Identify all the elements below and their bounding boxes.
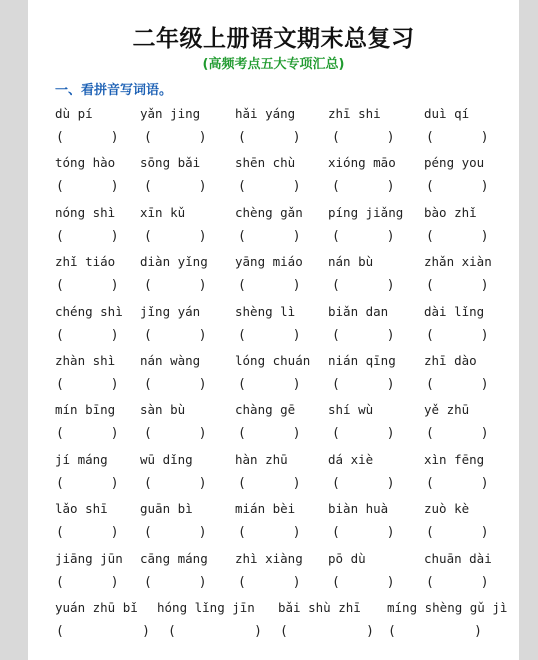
pinyin-word: jí máng — [55, 452, 108, 467]
pinyin-word: diàn yǐng — [140, 254, 208, 269]
pinyin-word: shí wù — [328, 402, 374, 417]
answer-blank[interactable]: ( ) — [56, 278, 119, 293]
answer-blank[interactable]: ( ) — [280, 624, 374, 639]
pinyin-word: hàn zhū — [235, 452, 288, 467]
answer-row — [28, 229, 519, 249]
answer-row — [28, 328, 519, 348]
answer-blank[interactable]: ( ) — [144, 229, 207, 244]
pinyin-word: jǐng yán — [140, 304, 201, 319]
pinyin-word: zhàn shì — [55, 353, 116, 368]
answer-blank[interactable]: ( ) — [426, 328, 489, 343]
answer-blank[interactable]: ( ) — [144, 377, 207, 392]
pinyin-word: pō dù — [328, 551, 366, 566]
pinyin-word: duì qí — [424, 106, 470, 121]
pinyin-word: lóng chuán — [235, 353, 311, 368]
answer-blank[interactable]: ( ) — [56, 130, 119, 145]
answer-blank[interactable]: ( ) — [144, 278, 207, 293]
answer-blank[interactable]: ( ) — [238, 377, 301, 392]
answer-blank[interactable]: ( ) — [238, 179, 301, 194]
answer-blank[interactable]: ( ) — [332, 575, 395, 590]
answer-blank[interactable]: ( ) — [238, 525, 301, 540]
pinyin-word: zhǐ tiáo — [55, 254, 116, 269]
pinyin-word: zhī shi — [328, 106, 381, 121]
answer-blank[interactable]: ( ) — [56, 525, 119, 540]
answer-blank[interactable]: ( ) — [426, 130, 489, 145]
answer-blank[interactable]: ( ) — [426, 179, 489, 194]
worksheet-page — [28, 0, 519, 660]
answer-blank[interactable]: ( ) — [144, 328, 207, 343]
answer-blank[interactable]: ( ) — [332, 426, 395, 441]
pinyin-word: shēn chù — [235, 155, 296, 170]
page-subtitle: (高频考点五大专项汇总) — [202, 57, 345, 72]
pinyin-word: zhǎn xiàn — [424, 254, 492, 269]
pinyin-word: nán bù — [328, 254, 374, 269]
answer-row — [28, 426, 519, 446]
section-heading: 一、看拼音写词语。 — [55, 83, 173, 98]
pinyin-word: yǎn jing — [140, 106, 201, 121]
answer-blank[interactable]: ( ) — [332, 179, 395, 194]
pinyin-word: cāng máng — [140, 551, 208, 566]
answer-row — [28, 525, 519, 545]
pinyin-row — [28, 501, 519, 521]
answer-blank[interactable]: ( ) — [332, 130, 395, 145]
pinyin-word: bào zhǐ — [424, 205, 477, 220]
pinyin-word: míng shèng gǔ jì — [387, 600, 508, 615]
pinyin-word: chàng gē — [235, 402, 296, 417]
answer-blank[interactable]: ( ) — [238, 229, 301, 244]
answer-row — [28, 278, 519, 298]
answer-blank[interactable]: ( ) — [426, 476, 489, 491]
pinyin-word: tóng hào — [55, 155, 116, 170]
pinyin-word: nián qīng — [328, 353, 396, 368]
pinyin-word: jiāng jūn — [55, 551, 123, 566]
answer-blank[interactable]: ( ) — [332, 476, 395, 491]
answer-blank[interactable]: ( ) — [388, 624, 482, 639]
answer-blank[interactable]: ( ) — [144, 130, 207, 145]
pinyin-word: mián bèi — [235, 501, 296, 516]
answer-blank[interactable]: ( ) — [238, 575, 301, 590]
pinyin-word: xìn fēng — [424, 452, 485, 467]
pinyin-word: yuán zhū bǐ — [55, 600, 138, 615]
pinyin-word: sōng bǎi — [140, 155, 201, 170]
answer-row — [28, 624, 519, 644]
answer-blank[interactable]: ( ) — [426, 229, 489, 244]
pinyin-row — [28, 551, 519, 571]
pinyin-row — [28, 353, 519, 373]
page-title: 二年级上册语文期末总复习 — [132, 26, 415, 52]
answer-blank[interactable]: ( ) — [56, 624, 150, 639]
answer-blank[interactable]: ( ) — [332, 377, 395, 392]
answer-blank[interactable]: ( ) — [426, 575, 489, 590]
answer-blank[interactable]: ( ) — [56, 575, 119, 590]
pinyin-word: guān bì — [140, 501, 193, 516]
answer-blank[interactable]: ( ) — [144, 179, 207, 194]
pinyin-word: bǎi shù zhī — [278, 600, 361, 615]
answer-blank[interactable]: ( ) — [144, 476, 207, 491]
answer-row — [28, 130, 519, 150]
pinyin-word: lǎo shī — [55, 501, 108, 516]
pinyin-word: zhī dào — [424, 353, 477, 368]
pinyin-word: hǎi yáng — [235, 106, 296, 121]
pinyin-row — [28, 205, 519, 225]
answer-blank[interactable]: ( ) — [426, 525, 489, 540]
answer-blank[interactable]: ( ) — [332, 328, 395, 343]
pinyin-row — [28, 254, 519, 274]
pinyin-word: píng jiǎng — [328, 205, 404, 220]
answer-blank[interactable]: ( ) — [56, 377, 119, 392]
pinyin-word: nóng shì — [55, 205, 116, 220]
pinyin-word: xióng māo — [328, 155, 396, 170]
pinyin-word: sàn bù — [140, 402, 186, 417]
pinyin-word: yāng miáo — [235, 254, 303, 269]
answer-blank[interactable]: ( ) — [56, 476, 119, 491]
answer-blank[interactable]: ( ) — [56, 229, 119, 244]
answer-blank[interactable]: ( ) — [426, 426, 489, 441]
pinyin-word: chuān dài — [424, 551, 492, 566]
answer-blank[interactable]: ( ) — [144, 525, 207, 540]
answer-blank[interactable]: ( ) — [426, 278, 489, 293]
pinyin-word: dài lǐng — [424, 304, 485, 319]
answer-row — [28, 476, 519, 496]
pinyin-word: nán wàng — [140, 353, 201, 368]
answer-row — [28, 179, 519, 199]
answer-blank[interactable]: ( ) — [168, 624, 262, 639]
answer-blank[interactable]: ( ) — [56, 426, 119, 441]
answer-blank[interactable]: ( ) — [144, 575, 207, 590]
pinyin-row — [28, 600, 519, 620]
pinyin-row — [28, 452, 519, 472]
pinyin-row — [28, 402, 519, 422]
pinyin-word: biǎn dan — [328, 304, 389, 319]
pinyin-word: zhì xiàng — [235, 551, 303, 566]
pinyin-word: wū dǐng — [140, 452, 193, 467]
answer-blank[interactable]: ( ) — [332, 278, 395, 293]
pinyin-word: dù pí — [55, 106, 93, 121]
pinyin-word: chèng gǎn — [235, 205, 303, 220]
pinyin-word: biàn huà — [328, 501, 389, 516]
answer-row — [28, 377, 519, 397]
answer-blank[interactable]: ( ) — [56, 179, 119, 194]
answer-blank[interactable]: ( ) — [426, 377, 489, 392]
answer-row — [28, 575, 519, 595]
pinyin-word: hóng lǐng jīn — [157, 600, 255, 615]
pinyin-word: yě zhū — [424, 402, 470, 417]
answer-blank[interactable]: ( ) — [238, 328, 301, 343]
pinyin-word: shèng lì — [235, 304, 296, 319]
answer-blank[interactable]: ( ) — [56, 328, 119, 343]
pinyin-word: mín bīng — [55, 402, 116, 417]
answer-blank[interactable]: ( ) — [238, 130, 301, 145]
pinyin-row — [28, 155, 519, 175]
pinyin-word: péng you — [424, 155, 485, 170]
pinyin-word: xīn kǔ — [140, 205, 186, 220]
answer-blank[interactable]: ( ) — [332, 525, 395, 540]
pinyin-row — [28, 106, 519, 126]
answer-blank[interactable]: ( ) — [332, 229, 395, 244]
answer-blank[interactable]: ( ) — [238, 426, 301, 441]
pinyin-word: zuò kè — [424, 501, 470, 516]
answer-blank[interactable]: ( ) — [238, 278, 301, 293]
pinyin-row — [28, 304, 519, 324]
pinyin-word: dá xiè — [328, 452, 374, 467]
pinyin-word: chéng shì — [55, 304, 123, 319]
answer-blank[interactable]: ( ) — [144, 426, 207, 441]
answer-blank[interactable]: ( ) — [238, 476, 301, 491]
